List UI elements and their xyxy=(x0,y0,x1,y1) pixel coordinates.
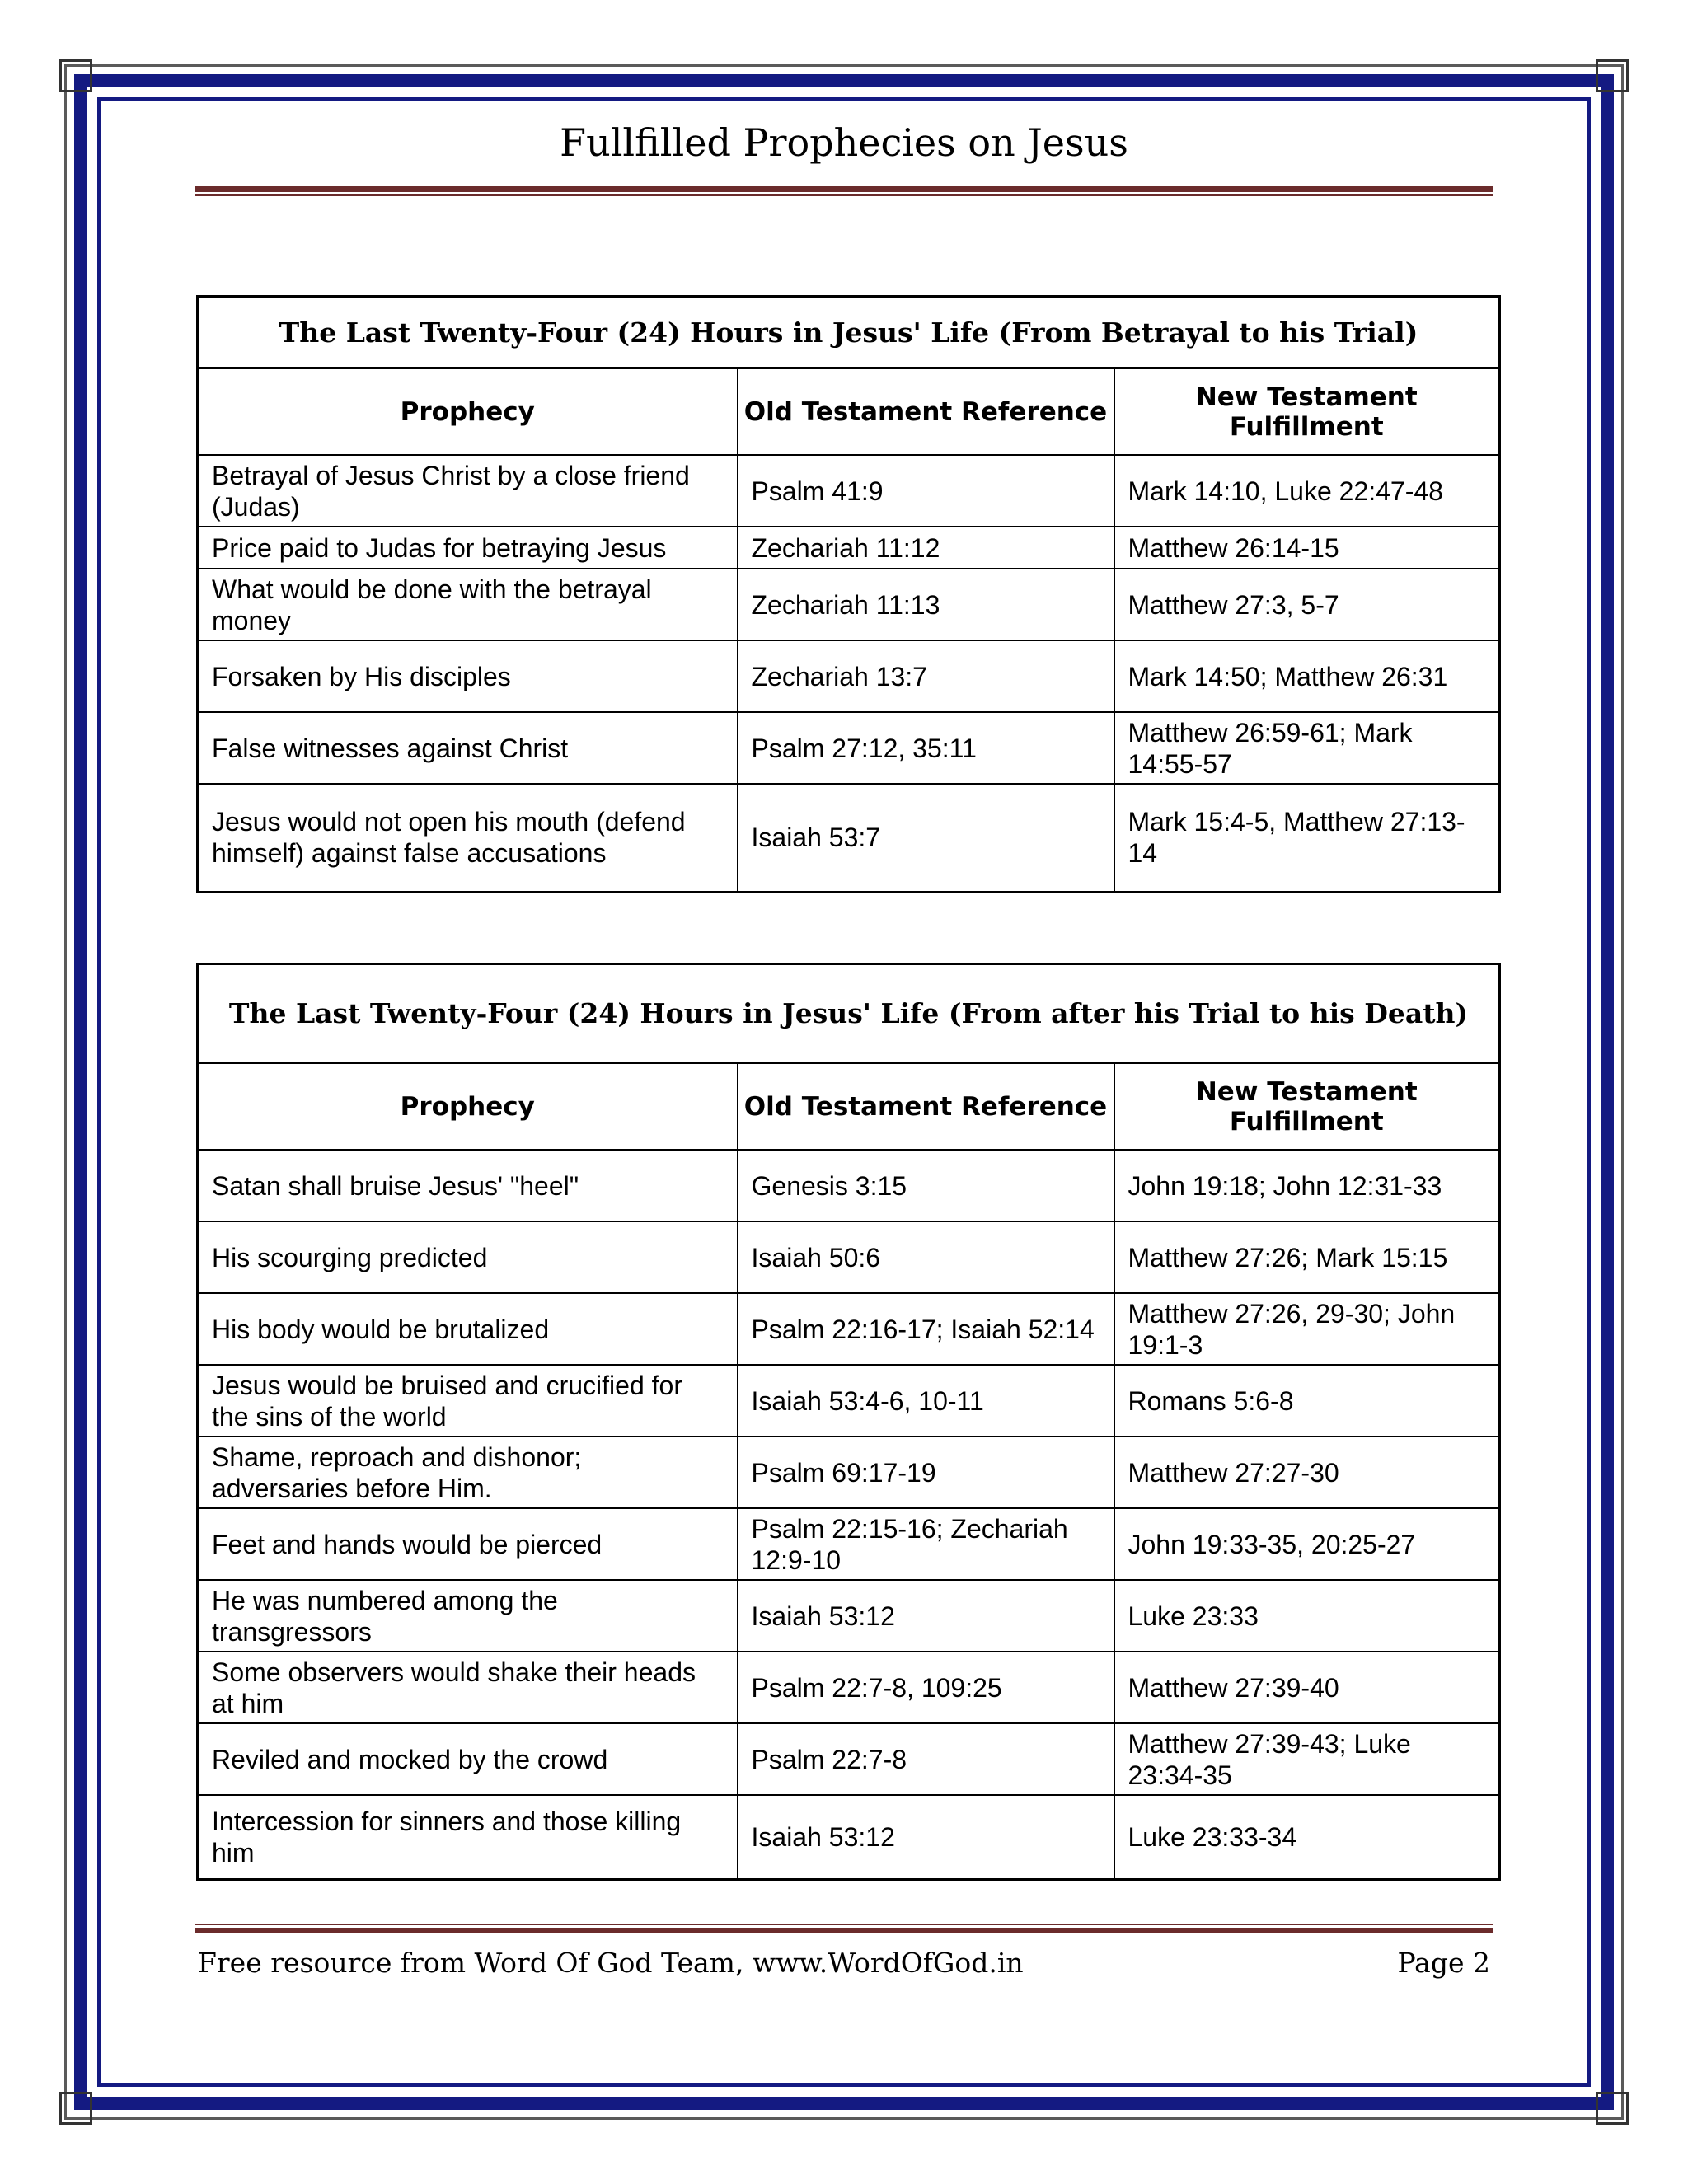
table-trial-to-death xyxy=(196,963,1501,1881)
table-row xyxy=(198,712,1500,784)
prophecy-cell: Feet and hands would be pierced xyxy=(198,1508,738,1580)
table-row xyxy=(198,1221,1500,1293)
nt-fulfillment-cell: Matthew 27:27-30 xyxy=(1114,1436,1500,1508)
ot-reference-cell: Isaiah 53:4-6, 10-11 xyxy=(738,1365,1114,1436)
prophecy-cell: What would be done with the betrayal money xyxy=(198,569,738,640)
table-row xyxy=(198,1723,1500,1795)
prophecy-cell: False witnesses against Christ xyxy=(198,712,738,784)
nt-fulfillment-cell: John 19:18; John 12:31-33 xyxy=(1114,1150,1500,1221)
ot-reference-cell: Genesis 3:15 xyxy=(738,1150,1114,1221)
table-row xyxy=(198,784,1500,892)
table-row xyxy=(198,1795,1500,1879)
corner-ornament xyxy=(1596,2092,1629,2125)
footer-source: Free resource from Word Of God Team, www.WordOfGod.in xyxy=(198,1947,1024,1979)
prophecy-cell: Jesus would not open his mouth (defend himself) against false accusations xyxy=(198,784,738,892)
prophecy-cell: Betrayal of Jesus Christ by a close friend (Judas) xyxy=(198,455,738,527)
footer-rule xyxy=(195,1924,1493,1933)
table-row xyxy=(198,1580,1500,1652)
ot-reference-cell: Isaiah 53:12 xyxy=(738,1580,1114,1652)
nt-fulfillment-cell: Matthew 27:39-40 xyxy=(1114,1652,1500,1723)
ot-reference-cell: Zechariah 11:12 xyxy=(738,527,1114,569)
corner-ornament xyxy=(59,2092,92,2125)
nt-fulfillment-cell: Mark 15:4-5, Matthew 27:13-14 xyxy=(1114,784,1500,892)
ot-reference-cell: Isaiah 53:12 xyxy=(738,1795,1114,1879)
prophecy-cell: Forsaken by His disciples xyxy=(198,640,738,712)
corner-ornament xyxy=(59,59,92,92)
table-row xyxy=(198,640,1500,712)
ot-reference-cell: Zechariah 13:7 xyxy=(738,640,1114,712)
column-header-old-testament: Old Testament Reference xyxy=(738,1063,1114,1151)
table-row xyxy=(198,1508,1500,1580)
nt-fulfillment-cell: Luke 23:33 xyxy=(1114,1580,1500,1652)
page-number: Page 2 xyxy=(1397,1947,1490,1979)
column-header-old-testament: Old Testament Reference xyxy=(738,368,1114,456)
table-row xyxy=(198,569,1500,640)
nt-fulfillment-cell: Mark 14:50; Matthew 26:31 xyxy=(1114,640,1500,712)
table-title: The Last Twenty-Four (24) Hours in Jesus' Life (From after his Trial to his Death) xyxy=(198,964,1500,1063)
ot-reference-cell: Psalm 22:16-17; Isaiah 52:14 xyxy=(738,1293,1114,1365)
table-title: The Last Twenty-Four (24) Hours in Jesus' Life (From Betrayal to his Trial) xyxy=(198,297,1500,368)
corner-ornament xyxy=(1596,59,1629,92)
ot-reference-cell: Psalm 27:12, 35:11 xyxy=(738,712,1114,784)
ot-reference-cell: Psalm 41:9 xyxy=(738,455,1114,527)
column-header-new-testament: New Testament Fulfillment xyxy=(1114,368,1500,456)
table-row xyxy=(198,527,1500,569)
table-row xyxy=(198,1652,1500,1723)
column-header-new-testament: New Testament Fulfillment xyxy=(1114,1063,1500,1151)
table-row xyxy=(198,1365,1500,1436)
table-row xyxy=(198,1293,1500,1365)
page-title: Fullfilled Prophecies on Jesus xyxy=(560,120,1128,165)
prophecy-cell: Jesus would be bruised and crucified for the sins of the world xyxy=(198,1365,738,1436)
nt-fulfillment-cell: Romans 5:6-8 xyxy=(1114,1365,1500,1436)
prophecy-cell: Intercession for sinners and those killing him xyxy=(198,1795,738,1879)
nt-fulfillment-cell: Matthew 27:26, 29-30; John 19:1-3 xyxy=(1114,1293,1500,1365)
table-betrayal-to-trial xyxy=(196,295,1501,893)
prophecy-cell: Shame, reproach and dishonor; adversaries before Him. xyxy=(198,1436,738,1508)
nt-fulfillment-cell: Mark 14:10, Luke 22:47-48 xyxy=(1114,455,1500,527)
nt-fulfillment-cell: Matthew 26:59-61; Mark 14:55-57 xyxy=(1114,712,1500,784)
nt-fulfillment-cell: Matthew 27:26; Mark 15:15 xyxy=(1114,1221,1500,1293)
nt-fulfillment-cell: Matthew 27:39-43; Luke 23:34-35 xyxy=(1114,1723,1500,1795)
table-row xyxy=(198,455,1500,527)
ot-reference-cell: Psalm 22:7-8 xyxy=(738,1723,1114,1795)
table-row xyxy=(198,1436,1500,1508)
ot-reference-cell: Zechariah 11:13 xyxy=(738,569,1114,640)
column-header-prophecy: Prophecy xyxy=(198,1063,738,1151)
prophecy-cell: Price paid to Judas for betraying Jesus xyxy=(198,527,738,569)
column-header-prophecy: Prophecy xyxy=(198,368,738,456)
nt-fulfillment-cell: John 19:33-35, 20:25-27 xyxy=(1114,1508,1500,1580)
ot-reference-cell: Isaiah 50:6 xyxy=(738,1221,1114,1293)
ot-reference-cell: Psalm 22:15-16; Zechariah 12:9-10 xyxy=(738,1508,1114,1580)
nt-fulfillment-cell: Matthew 27:3, 5-7 xyxy=(1114,569,1500,640)
header-rule xyxy=(195,186,1493,196)
prophecy-cell: His scourging predicted xyxy=(198,1221,738,1293)
prophecy-cell: He was numbered among the transgressors xyxy=(198,1580,738,1652)
table-row xyxy=(198,1150,1500,1221)
nt-fulfillment-cell: Matthew 26:14-15 xyxy=(1114,527,1500,569)
prophecy-cell: Satan shall bruise Jesus' "heel" xyxy=(198,1150,738,1221)
ot-reference-cell: Psalm 22:7-8, 109:25 xyxy=(738,1652,1114,1723)
nt-fulfillment-cell: Luke 23:33-34 xyxy=(1114,1795,1500,1879)
prophecy-cell: His body would be brutalized xyxy=(198,1293,738,1365)
prophecy-cell: Some observers would shake their heads at him xyxy=(198,1652,738,1723)
prophecy-cell: Reviled and mocked by the crowd xyxy=(198,1723,738,1795)
ot-reference-cell: Psalm 69:17-19 xyxy=(738,1436,1114,1508)
ot-reference-cell: Isaiah 53:7 xyxy=(738,784,1114,892)
